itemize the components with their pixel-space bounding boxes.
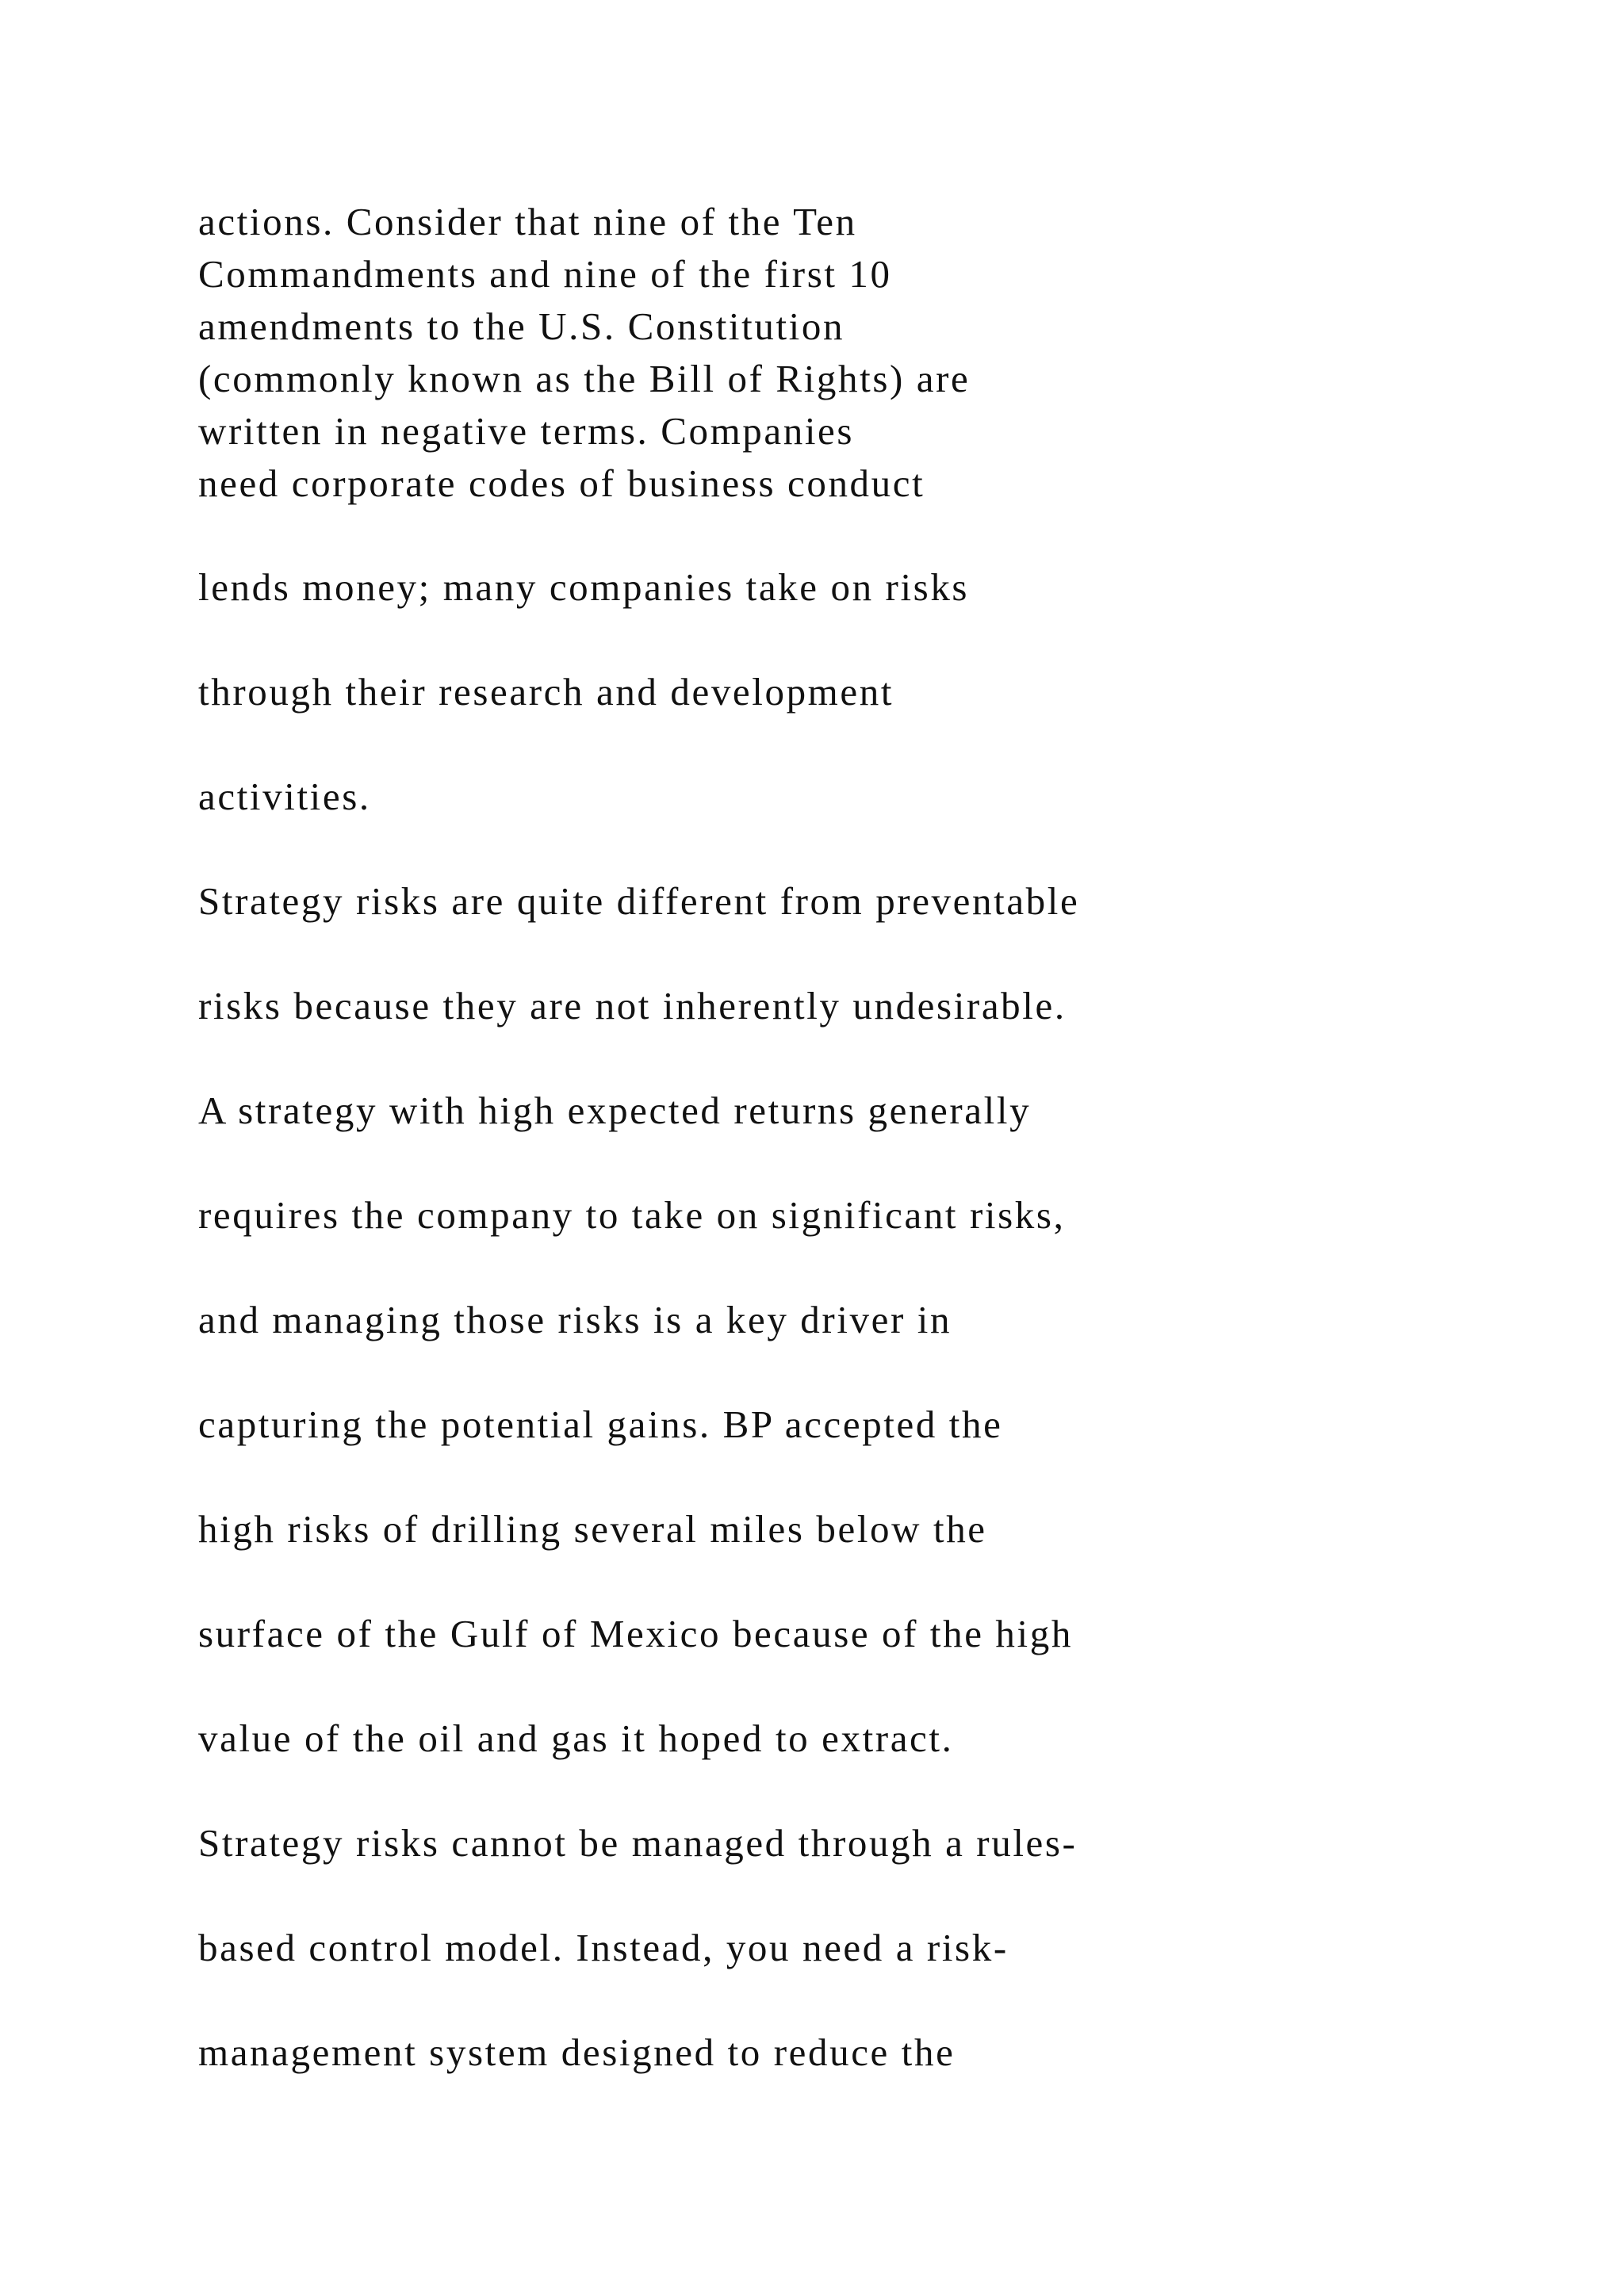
- text-line: A strategy with high expected returns generally: [198, 1089, 1032, 1132]
- text-line: amendments to the U.S. Constitution: [198, 304, 845, 348]
- text-line: need corporate codes of business conduct: [198, 461, 925, 505]
- text-line: written in negative terms. Companies: [198, 409, 855, 453]
- text-line: surface of the Gulf of Mexico because of the high: [198, 1612, 1073, 1655]
- text-line: management system designed to reduce the: [198, 2030, 956, 2074]
- text-line: Strategy risks cannot be managed through a rules-: [198, 1821, 1078, 1865]
- text-line: high risks of drilling several miles below the: [198, 1507, 987, 1551]
- text-line: actions. Consider that nine of the Ten: [198, 200, 857, 243]
- text-line: Commandments and nine of the first 10: [198, 252, 892, 296]
- text-line: value of the oil and gas it hoped to extract.: [198, 1716, 954, 1760]
- text-line: based control model. Instead, you need a risk-: [198, 1926, 1009, 1969]
- text-line: capturing the potential gains. BP accepted the: [198, 1402, 1003, 1446]
- text-line: lends money; many companies take on risks: [198, 565, 970, 609]
- text-line: risks because they are not inherently undesirable.: [198, 984, 1067, 1027]
- text-line: and managing those risks is a key driver in: [198, 1298, 952, 1341]
- text-line: Strategy risks are quite different from preventable: [198, 879, 1080, 923]
- text-line: requires the company to take on significant risks,: [198, 1193, 1066, 1237]
- text-line: (commonly known as the Bill of Rights) are: [198, 357, 971, 400]
- text-line: through their research and development: [198, 670, 894, 714]
- text-line: activities.: [198, 775, 371, 818]
